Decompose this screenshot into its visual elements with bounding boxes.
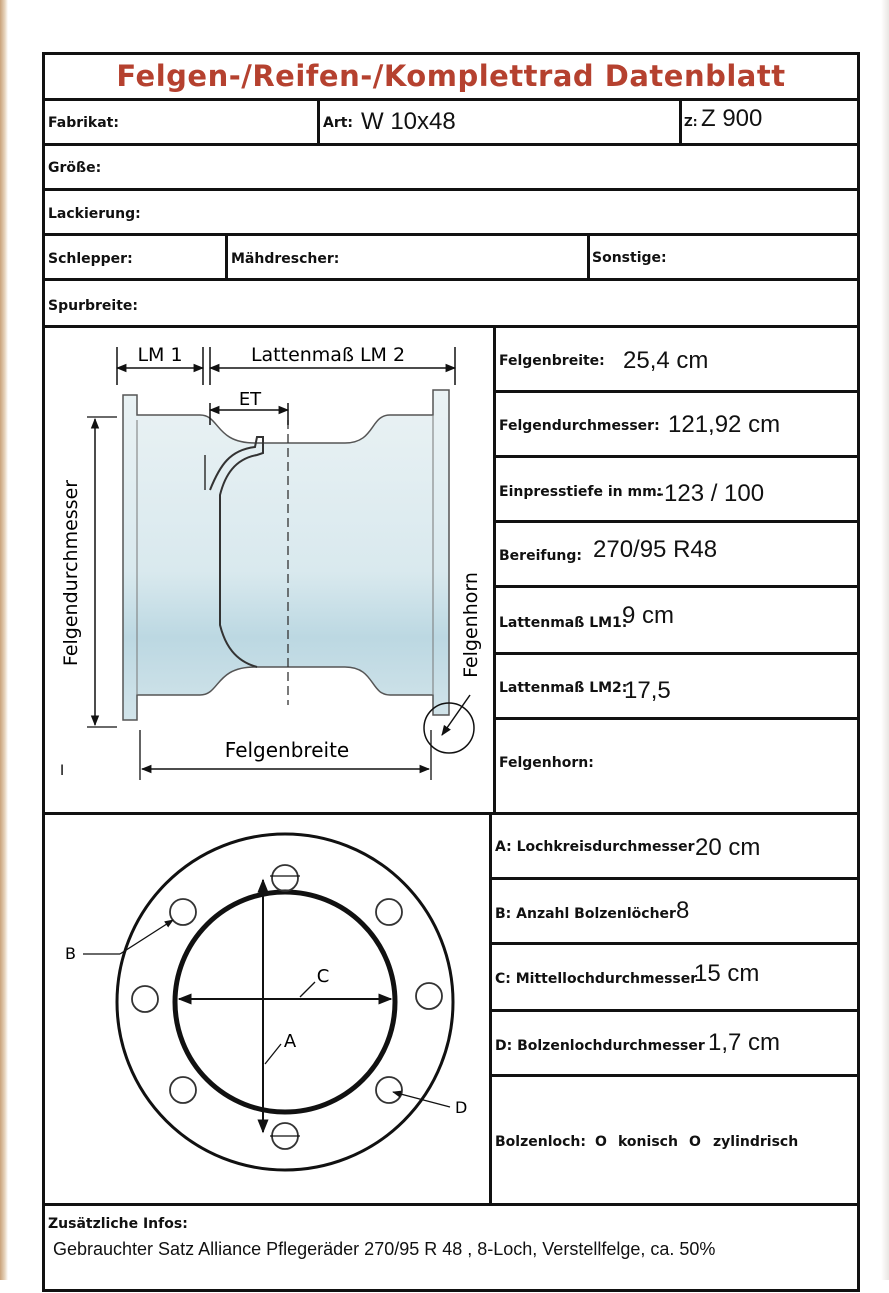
spec-row-lm1: Lattenmaß LM1: 9 cm [496,585,857,655]
zylindrisch-label: zylindrisch [713,1134,799,1150]
z-value: Z 900 [701,105,763,132]
art-label: Art: [323,115,354,131]
spec-row-felgenbreite: Felgenbreite: 25,4 cm [496,325,857,393]
spec-row-bereifung: Bereifung: 270/95 R48 [496,520,857,588]
bolt-hole [376,899,402,925]
felgendurchmesser-label: Felgendurchmesser [60,479,82,667]
groesse-label: Größe: [48,160,102,176]
lm1-label: LM 1 [137,344,183,366]
spec-row-felgendurchmesser: Felgendurchmesser: 121,92 cm [496,390,857,458]
bolt-hole [272,865,298,891]
diagram-mark: I [60,763,65,779]
bolt-row-d: D: Bolzenlochdurchmesser 1,7 cm [492,1009,857,1077]
lm2-label: Lattenmaß LM 2 [250,344,406,366]
zusaetzliche-infos-text: Gebrauchter Satz Alliance Pflegeräder 270/95 R 48 , 8-Loch, Verstellfelge, ca. 50% [53,1239,716,1259]
zylindrisch-checkbox[interactable]: O [689,1134,701,1150]
rim-section [45,325,857,815]
felgenhorn-diagram-label: Felgenhorn [460,572,482,678]
fabrikat-row [45,98,857,146]
paper-edge-right [881,0,889,1280]
lackierung-row [45,188,857,236]
spec-row-einpresstiefe: Einpresstiefe in mm: -123 / 100 [496,455,857,523]
z-label: Z: [684,115,698,129]
sonstige-label: Sonstige: [592,250,667,266]
bolt-hole [132,986,158,1012]
spec-table [496,325,857,812]
bolt-row-a: A: Lochkreisdurchmesser 20 cm [492,812,857,880]
spurbreite-label: Spurbreite: [48,298,138,314]
bolt-hole [416,983,442,1009]
center-hole [175,892,395,1112]
zusaetzliche-infos-label: Zusätzliche Infos: [48,1216,188,1232]
a-label: A [283,1031,297,1052]
datasheet [42,52,860,1292]
konisch-label: konisch [618,1134,678,1150]
bolt-circle-diagram [45,812,491,1203]
lackierung-label: Lackierung: [48,206,141,222]
d-label: D [455,1098,468,1117]
bolt-hole [170,899,196,925]
konisch-checkbox[interactable]: O [595,1134,607,1150]
fabrikat-label: Fabrikat: [48,115,119,131]
b-label: B [65,944,76,963]
bolt-table [492,812,857,1203]
et-label: ET [238,389,262,410]
title-row [45,55,857,101]
bolt-hole [170,1077,196,1103]
schlepper-label: Schlepper: [48,251,133,267]
spurbreite-row [45,278,857,328]
schlepper-row [45,233,857,281]
paper-edge-left [0,0,8,1280]
bolzenloch-label: Bolzenloch: [495,1134,586,1150]
c-label: C [316,966,330,987]
page-title: Felgen-/Reifen-/Komplettrad Datenblatt [116,59,786,93]
groesse-row [45,143,857,191]
spec-row-felgenhorn: Felgenhorn: [499,755,594,771]
outer-circle [117,834,453,1170]
bolt-section [45,812,857,1206]
spec-row-lm2: Lattenmaß LM2: 17,5 [496,652,857,720]
bolt-hole [376,1077,402,1103]
rim-body [123,390,449,720]
rim-profile-diagram [45,325,495,812]
felgenbreite-label: Felgenbreite [224,738,350,762]
bolzenloch-row [492,1074,857,1203]
art-value: W 10x48 [361,108,456,135]
bolt-row-c: C: Mittellochdurchmesser 15 cm [492,942,857,1012]
bolt-row-b: B: Anzahl Bolzenlöcher 8 [492,877,857,945]
maehdrescher-label: Mähdrescher: [231,251,340,267]
